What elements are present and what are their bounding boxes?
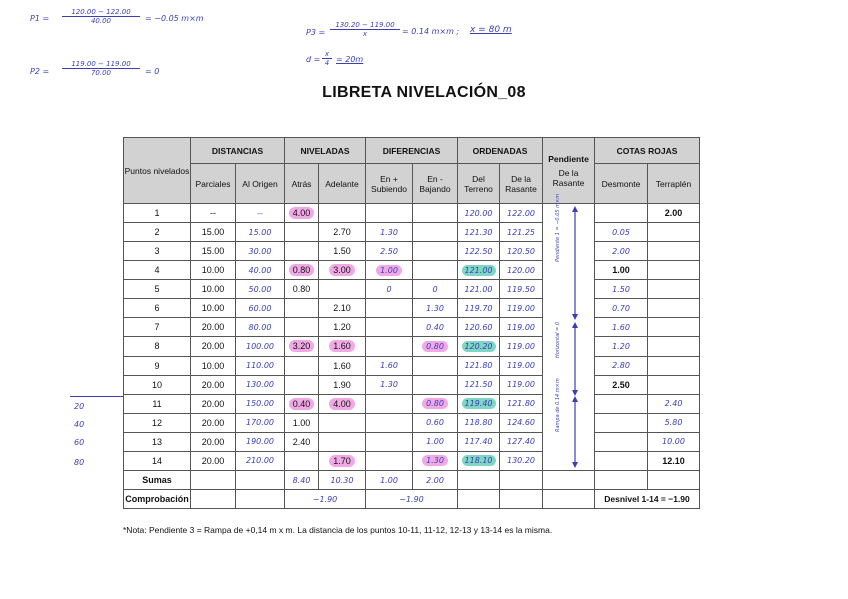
header-puntos: Puntos nivelados [124,138,191,204]
table-row [124,261,700,280]
p2-result: = 0 [145,67,160,76]
p3-label: P3 = [306,28,326,37]
cell-des [595,413,648,432]
cell-ade [319,451,366,470]
sumas-empty [191,471,236,490]
cell-tra [648,280,700,299]
cell-p: 7 [124,318,191,337]
comp-empty [191,490,236,509]
desnivel-total: Desnivel 1-14 = −1.90 [595,490,700,509]
cell-baj [413,375,458,394]
sumas-empty [458,471,500,490]
p1-denominator: 40.00 [90,17,112,25]
sumas-atras: 8.40 [285,471,319,490]
slope-label: Rampa de 0.14 m×m [555,378,561,432]
header-bajando: En - Bajando [413,164,458,204]
cell-ori: 130.00 [236,375,285,394]
cell-sub [366,261,413,280]
highlight-pink: 1.30 [422,455,448,466]
cell-ori: 50.00 [236,280,285,299]
slope-arrows [543,204,594,470]
highlight-pink: 1.70 [329,455,355,467]
table-row [124,223,700,242]
comp-empty [458,490,500,509]
cell-par: 10.00 [191,356,236,375]
margin-number: 60 [74,438,85,447]
highlight-pink: 3.20 [289,340,315,352]
cell-sub: 1.30 [366,375,413,394]
cell-ter [458,394,500,413]
cell-atr [285,261,319,280]
p3-fraction [330,21,400,38]
header-atras: Atrás [285,164,319,204]
highlight-teal: 118.10 [462,455,496,466]
cell-tra: 2.00 [648,204,700,223]
header-adelante: Adelante [319,164,366,204]
cell-baj [413,242,458,261]
cell-par: 15.00 [191,242,236,261]
d-label: d = [306,55,321,64]
cell-par: 10.00 [191,261,236,280]
cell-baj [413,356,458,375]
highlight-pink: 0.80 [422,398,448,409]
cell-ras: 127.40 [500,432,543,451]
d-numerator: x [322,50,332,59]
highlight-pink: 4.00 [329,398,355,410]
cell-p: 4 [124,261,191,280]
header-terreno: Del Terreno [458,164,500,204]
comprobacion-niveladas: −1.90 [285,490,366,509]
sumas-bajando: 2.00 [413,471,458,490]
cell-ter: 118.80 [458,413,500,432]
slope-label: Horizontal = 0 [555,321,561,358]
cell-par: 20.00 [191,394,236,413]
p3-x-value: x = 80 m [470,25,512,35]
cell-des: 0.05 [595,223,648,242]
cell-ori: 190.00 [236,432,285,451]
highlight-pink: 0.80 [289,264,315,276]
cell-sub [366,299,413,318]
table-row [124,204,700,223]
table-row [124,394,700,413]
cell-ori: 60.00 [236,299,285,318]
cell-par: 15.00 [191,223,236,242]
table-body [124,193,700,471]
comp-empty [543,490,595,509]
cell-ter: 120.60 [458,318,500,337]
cell-sub [366,413,413,432]
cell-atr [285,394,319,413]
cell-ras: 119.00 [500,375,543,394]
cell-ras: 119.00 [500,356,543,375]
cell-atr: 0.80 [285,280,319,299]
cell-par: 20.00 [191,413,236,432]
cell-ter [458,337,500,356]
cell-par: 20.00 [191,375,236,394]
cell-baj [413,451,458,470]
margin-number: 80 [74,458,85,467]
header-parciales: Parciales [191,164,236,204]
sumas-empty [500,471,543,490]
cell-par: 20.00 [191,432,236,451]
d-result: = 20m [336,55,364,64]
cell-ade: 2.70 [319,223,366,242]
header-cotas-rojas: COTAS ROJAS [595,138,700,164]
comprobacion-label: Comprobación [124,490,191,509]
sumas-empty [543,471,595,490]
p1-result: = −0.05 m×m [145,14,204,23]
page-title: LIBRETA NIVELACIÓN_08 [322,84,526,101]
highlight-pink: 4.00 [289,207,315,219]
cell-ras: 120.50 [500,242,543,261]
cell-baj [413,337,458,356]
cell-sub: 0 [366,280,413,299]
cell-ori: 170.00 [236,413,285,432]
cell-ras: 119.50 [500,280,543,299]
cell-baj [413,394,458,413]
cell-ori: -- [236,204,285,223]
cell-par: 10.00 [191,280,236,299]
cell-ter: 121.80 [458,356,500,375]
sumas-empty [648,471,700,490]
header-rasante: De la Rasante [500,164,543,204]
cell-des: 1.20 [595,337,648,356]
highlight-pink: 3.00 [329,264,355,276]
cell-tra [648,375,700,394]
header-niveladas: NIVELADAS [285,138,366,164]
table-row [124,413,700,432]
cell-p: 6 [124,299,191,318]
cell-tra [648,318,700,337]
cell-ras: 119.00 [500,337,543,356]
p1-numerator: 120.00 − 122.00 [62,8,140,17]
table-row [124,432,700,451]
cell-atr: 1.00 [285,413,319,432]
cell-ter: 117.40 [458,432,500,451]
cell-tra: 10.00 [648,432,700,451]
cell-des [595,432,648,451]
cell-des [595,204,648,223]
highlight-teal: 121.00 [462,265,496,276]
comp-empty [236,490,285,509]
cell-p: 2 [124,223,191,242]
table-row [124,375,700,394]
header-pendiente-title: Pendiente [548,153,589,164]
cell-par: 10.00 [191,299,236,318]
cell-ori: 40.00 [236,261,285,280]
cell-tra: 12.10 [648,451,700,470]
p3-result: = 0.14 m×m ; [402,27,460,36]
cell-ade [319,261,366,280]
cell-p: 13 [124,432,191,451]
cell-ras: 122.00 [500,204,543,223]
table-row [124,242,700,261]
cell-atr [285,223,319,242]
margin-line [70,396,124,397]
cell-ras: 119.00 [500,299,543,318]
cell-ori: 150.00 [236,394,285,413]
cell-ras: 121.25 [500,223,543,242]
cell-baj: 0 [413,280,458,299]
cell-ade: 1.60 [319,356,366,375]
table-row [124,337,700,356]
cell-ori: 110.00 [236,356,285,375]
table-row [124,318,700,337]
cell-tra [648,223,700,242]
sumas-empty [236,471,285,490]
cell-ori: 15.00 [236,223,285,242]
cell-sub [366,394,413,413]
header-distancias: DISTANCIAS [191,138,285,164]
highlight-pink: 1.60 [329,340,355,352]
cell-baj [413,204,458,223]
cell-ade: 1.20 [319,318,366,337]
cell-p: 1 [124,204,191,223]
slope-label: Pendiente 1 = −0.05 m×m [555,193,561,262]
cell-par: -- [191,204,236,223]
cell-tra: 5.80 [648,413,700,432]
slope-column [543,193,595,471]
footnote: *Nota: Pendiente 3 = Rampa de +0,14 m x m. La distancia de los puntos 10-11, 11-12, 12-13 y 13-14 es la misma. [123,525,553,535]
d-fraction [322,50,332,67]
cell-des: 2.80 [595,356,648,375]
cell-des: 1.60 [595,318,648,337]
cell-sub: 1.60 [366,356,413,375]
cell-baj: 0.40 [413,318,458,337]
cell-tra [648,299,700,318]
cell-ter: 120.00 [458,204,500,223]
cell-tra [648,356,700,375]
cell-p: 3 [124,242,191,261]
cell-ade [319,432,366,451]
cell-atr [285,337,319,356]
cell-atr: 2.40 [285,432,319,451]
cell-tra [648,261,700,280]
cell-ade [319,394,366,413]
cell-ade: 2.10 [319,299,366,318]
cell-p: 11 [124,394,191,413]
cell-ras: 119.00 [500,318,543,337]
table-row [124,299,700,318]
cell-atr [285,451,319,470]
cell-sub [366,451,413,470]
cell-atr [285,204,319,223]
cell-sub [366,204,413,223]
cell-ade [319,280,366,299]
header-desmonte: Desmonte [595,164,648,204]
cell-ras: 121.80 [500,394,543,413]
cell-ori: 80.00 [236,318,285,337]
cell-ade: 1.90 [319,375,366,394]
sumas-adelante: 10.30 [319,471,366,490]
margin-number: 40 [74,420,85,429]
cell-ter: 121.00 [458,280,500,299]
highlight-pink: 0.40 [289,398,315,410]
cell-sub [366,432,413,451]
p3-denominator: x [362,30,368,38]
p3-numerator: 130.20 − 119.00 [330,21,400,30]
header-ordenadas: ORDENADAS [458,138,543,164]
cell-sub: 1.30 [366,223,413,242]
cell-des [595,451,648,470]
cell-des: 0.70 [595,299,648,318]
cell-p: 14 [124,451,191,470]
cell-tra [648,337,700,356]
highlight-pink: 1.00 [376,265,402,276]
cell-des: 2.50 [595,375,648,394]
p2-label: P2 = [30,67,50,76]
table-row [124,280,700,299]
header-pendiente-sub: De la Rasante [552,167,585,188]
cell-tra: 2.40 [648,394,700,413]
header-terraplen: Terraplén [648,164,700,204]
table-row [124,356,700,375]
cell-baj [413,261,458,280]
cell-baj: 1.00 [413,432,458,451]
p1-fraction [62,8,140,25]
cell-tra [648,242,700,261]
comp-empty [500,490,543,509]
cell-des: 1.50 [595,280,648,299]
p2-numerator: 119.00 − 119.00 [62,60,140,69]
cell-ade [319,204,366,223]
cell-ras: 130.20 [500,451,543,470]
cell-atr [285,375,319,394]
cell-par: 20.00 [191,337,236,356]
header-diferencias: DIFERENCIAS [366,138,458,164]
cell-ter: 119.70 [458,299,500,318]
cell-des: 2.00 [595,242,648,261]
cell-p: 5 [124,280,191,299]
cell-baj [413,223,458,242]
leveling-table [123,137,700,509]
cell-atr [285,242,319,261]
sumas-subiendo: 1.00 [366,471,413,490]
p2-fraction [62,60,140,77]
cell-p: 10 [124,375,191,394]
cell-ade [319,337,366,356]
header-pendiente [543,138,595,204]
cell-ori: 210.00 [236,451,285,470]
highlight-teal: 120.20 [462,341,496,352]
cell-ori: 100.00 [236,337,285,356]
cell-p: 8 [124,337,191,356]
cell-ter [458,261,500,280]
cell-p: 9 [124,356,191,375]
cell-atr [285,356,319,375]
cell-ras: 120.00 [500,261,543,280]
table-row [124,451,700,470]
highlight-pink: 0.80 [422,341,448,352]
cell-sub: 2.50 [366,242,413,261]
header-al-origen: Al Origen [236,164,285,204]
cell-par: 20.00 [191,318,236,337]
cell-par: 20.00 [191,451,236,470]
sumas-label: Sumas [124,471,191,490]
sumas-empty [595,471,648,490]
cell-ter [458,451,500,470]
cell-baj: 1.30 [413,299,458,318]
cell-p: 12 [124,413,191,432]
p1-label: P1 = [30,14,50,23]
cell-ade: 1.50 [319,242,366,261]
comprobacion-diferencias: −1.90 [366,490,458,509]
highlight-teal: 119.40 [462,398,496,409]
margin-number: 20 [74,402,85,411]
cell-ras: 124.60 [500,413,543,432]
cell-baj: 0.60 [413,413,458,432]
cell-atr [285,299,319,318]
cell-sub [366,318,413,337]
cell-ade [319,413,366,432]
p2-denominator: 70.00 [90,69,112,77]
cell-sub [366,337,413,356]
cell-ori: 30.00 [236,242,285,261]
cell-des [595,394,648,413]
cell-ter: 121.30 [458,223,500,242]
cell-des: 1.00 [595,261,648,280]
cell-ter: 122.50 [458,242,500,261]
cell-ter: 121.50 [458,375,500,394]
d-denominator: 4 [324,59,330,67]
header-subiendo: En + Subiendo [366,164,413,204]
cell-atr [285,318,319,337]
